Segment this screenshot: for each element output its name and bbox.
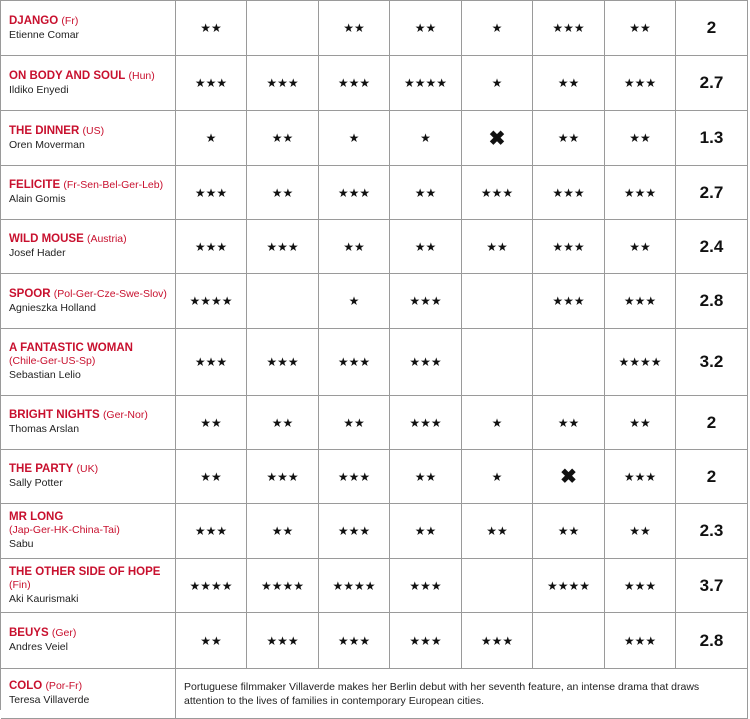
film-director: Alain Gomis (9, 193, 66, 205)
film-cell (1, 166, 176, 220)
film-country: (Hun) (128, 69, 155, 82)
average-cell (676, 220, 748, 274)
star-rating: ★★ (486, 524, 508, 538)
film-cell (1, 329, 176, 396)
average-cell (676, 1, 748, 56)
star-rating: ★★ (557, 524, 580, 538)
rating-cell (390, 396, 462, 450)
rating-cell (176, 450, 247, 504)
rating-cell (390, 56, 462, 111)
star-rating: ★★★ (623, 294, 657, 308)
film-title: DJANGO (9, 14, 59, 27)
star-rating: ★★★ (409, 355, 442, 369)
rating-cell (533, 450, 605, 504)
film-country: (US) (82, 124, 105, 137)
rating-cell (319, 111, 390, 166)
star-rating: ★★★ (337, 524, 371, 538)
star-rating: ★★★ (623, 185, 657, 200)
film-director: Agnieszka Holland (9, 301, 96, 314)
star-rating: ★★★★ (618, 355, 662, 369)
star-rating: ★★★★ (403, 76, 448, 90)
film-cell (1, 56, 176, 111)
rating-cell (390, 166, 462, 220)
rating-cell (533, 613, 605, 669)
rating-cell (319, 56, 390, 111)
star-rating: ★★ (200, 415, 222, 430)
rating-cell (462, 1, 533, 56)
rating-cell (605, 1, 676, 56)
film-country: (Pol-Ger-Cze-Swe-Slov) (53, 287, 167, 300)
rating-cell (533, 396, 605, 450)
film-title-line (9, 342, 133, 355)
film-note (176, 669, 748, 719)
film-director: Aki Kaurismaki (9, 592, 79, 605)
star-rating: ★★★ (337, 76, 371, 90)
rating-cell (390, 450, 462, 504)
star-rating: ★★★ (552, 239, 585, 254)
star-rating: ★★ (271, 185, 294, 200)
star-rating: ★★★ (266, 633, 299, 648)
rating-cell (533, 329, 605, 396)
rating-cell (247, 166, 319, 220)
star-rating: ★★ (200, 469, 222, 484)
rating-cell (390, 274, 462, 329)
star-rating: ★★ (200, 633, 222, 648)
star-rating: ★★★ (623, 633, 657, 648)
rating-cell (605, 396, 676, 450)
average-cell (676, 504, 748, 559)
film-title: A FANTASTIC WOMAN (9, 342, 133, 354)
star-rating: ★★★ (266, 239, 299, 254)
average-score: 2.7 (699, 73, 724, 92)
star-rating: ★ (491, 415, 503, 430)
rating-cell (176, 396, 247, 450)
film-country: (Ger-Nor) (102, 409, 148, 421)
film-title: BEUYS (9, 627, 49, 639)
rating-cell (390, 559, 462, 613)
rating-cell (390, 504, 462, 559)
rating-cell (462, 396, 533, 450)
rating-cell (533, 274, 605, 329)
rating-cell (462, 220, 533, 274)
star-rating: ★★★ (194, 355, 228, 369)
star-rating: ★★ (343, 415, 365, 430)
rating-cell (247, 450, 319, 504)
cross-icon: ✖ (560, 466, 577, 488)
average-cell (676, 450, 748, 504)
rating-cell (247, 56, 319, 111)
film-cell (1, 669, 176, 719)
star-rating: ★★ (271, 524, 294, 538)
star-rating: ★★ (271, 415, 294, 430)
film-director: Sabu (9, 538, 34, 550)
rating-cell (319, 613, 390, 669)
star-rating: ★★★★ (260, 578, 305, 593)
average-score: 2.3 (699, 521, 724, 540)
average-score: 2.7 (699, 182, 724, 202)
star-rating: ★ (348, 294, 360, 308)
film-cell (1, 220, 176, 274)
rating-cell (247, 504, 319, 559)
film-cell (1, 613, 176, 669)
star-rating: ★★★ (623, 469, 657, 484)
film-country: (Fr) (61, 14, 79, 27)
rating-cell (390, 220, 462, 274)
star-rating: ★★ (200, 21, 222, 35)
rating-cell (462, 166, 533, 220)
film-title: FELICITE (9, 179, 61, 191)
rating-cell (533, 504, 605, 559)
rating-cell (605, 111, 676, 166)
star-rating: ★★★ (480, 633, 514, 648)
average-score: 1.3 (699, 128, 724, 147)
film-country: (Fr-Sen-Bel-Ger-Leb) (63, 179, 164, 191)
star-rating: ★★★ (337, 185, 371, 200)
film-title-line (9, 463, 98, 476)
star-rating: ★★ (629, 131, 651, 145)
star-rating: ★★ (414, 524, 437, 538)
rating-cell (319, 1, 390, 56)
star-rating: ★★ (629, 239, 651, 254)
star-rating: ★★ (414, 239, 437, 254)
average-cell (676, 613, 748, 669)
rating-cell (390, 613, 462, 669)
rating-cell (247, 559, 319, 613)
star-rating: ★★ (557, 131, 580, 145)
rating-cell (533, 1, 605, 56)
star-rating: ★★★ (409, 578, 442, 593)
rating-cell (176, 166, 247, 220)
film-note-text: Portuguese filmmaker Villaverde makes her Berlin debut with her seventh feature, an intense drama that draws attention to the lives of families in contemporary European cities. (184, 680, 700, 707)
film-title: THE DINNER (9, 124, 80, 137)
film-title: MR LONG (9, 511, 64, 523)
rating-cell (390, 111, 462, 166)
film-country: (Ger) (51, 627, 77, 639)
film-title: BRIGHT NIGHTS (9, 409, 100, 421)
average-score: 2.8 (699, 291, 724, 310)
film-country-line (9, 579, 31, 592)
rating-cell (533, 111, 605, 166)
rating-cell (247, 274, 319, 329)
rating-cell (533, 166, 605, 220)
rating-cell (176, 111, 247, 166)
star-rating: ★★ (414, 21, 437, 35)
film-country-line (9, 524, 120, 537)
rating-cell (605, 56, 676, 111)
rating-cell (390, 1, 462, 56)
rating-cell (247, 220, 319, 274)
star-rating: ★★★ (266, 76, 299, 90)
film-cell (1, 450, 176, 504)
rating-cell (605, 166, 676, 220)
rating-cell (247, 396, 319, 450)
film-title-line (9, 125, 104, 138)
star-rating: ★★★ (194, 239, 228, 254)
film-director: Josef Hader (9, 247, 66, 259)
rating-cell (605, 220, 676, 274)
star-rating: ★★★ (337, 355, 371, 369)
rating-cell (319, 166, 390, 220)
star-rating: ★★ (629, 524, 651, 538)
star-rating: ★★★ (194, 76, 228, 90)
film-cell (1, 504, 176, 559)
star-rating: ★★ (414, 469, 437, 484)
star-rating: ★★★ (552, 294, 585, 308)
average-cell (676, 329, 748, 396)
average-score: 2.4 (699, 236, 724, 256)
rating-cell (247, 1, 319, 56)
rating-cell (176, 613, 247, 669)
rating-cell (605, 329, 676, 396)
film-title-line (9, 680, 82, 693)
film-country: (Fin) (9, 578, 31, 591)
star-rating: ★★ (343, 239, 365, 254)
average-cell (676, 166, 748, 220)
star-rating: ★★★ (623, 76, 657, 90)
rating-cell (176, 220, 247, 274)
film-title-line (9, 179, 163, 192)
average-score: 3.7 (699, 575, 724, 595)
star-rating: ★★★ (194, 524, 228, 538)
film-cell (1, 274, 176, 329)
film-director: Ildiko Enyedi (9, 83, 69, 96)
star-rating: ★★ (557, 415, 580, 430)
rating-cell (319, 559, 390, 613)
star-rating: ★★★ (266, 355, 299, 369)
film-director: Andres Veiel (9, 641, 68, 653)
star-rating: ★★ (343, 21, 365, 35)
star-rating: ★ (491, 469, 503, 484)
film-title-line (9, 15, 78, 28)
average-cell (676, 396, 748, 450)
rating-cell (462, 56, 533, 111)
rating-cell (247, 111, 319, 166)
rating-cell (247, 329, 319, 396)
rating-cell (319, 450, 390, 504)
film-country: (UK) (76, 463, 99, 475)
rating-cell (462, 504, 533, 559)
star-rating: ★★★ (480, 185, 514, 200)
film-title-line (9, 288, 167, 301)
rating-cell (605, 504, 676, 559)
star-rating: ★★★ (623, 578, 657, 593)
star-rating: ★★ (271, 131, 294, 145)
rating-cell (462, 613, 533, 669)
average-score: 2 (706, 18, 717, 37)
average-score: 2.8 (699, 630, 724, 650)
average-cell (676, 111, 748, 166)
film-title-line (9, 511, 63, 524)
rating-cell (533, 220, 605, 274)
rating-cell (605, 274, 676, 329)
film-director: Sebastian Lelio (9, 369, 81, 381)
star-rating: ★★★ (337, 633, 371, 648)
film-director: Etienne Comar (9, 28, 80, 41)
film-country: (Austria) (86, 233, 127, 245)
rating-cell (176, 274, 247, 329)
star-rating: ★★★★ (189, 578, 233, 593)
star-rating: ★★★ (266, 469, 299, 484)
film-title-line (9, 409, 148, 422)
rating-cell (319, 504, 390, 559)
star-rating: ★★★ (552, 185, 585, 200)
film-director: Teresa Villaverde (9, 694, 90, 706)
film-title: ON BODY AND SOUL (9, 69, 126, 82)
rating-cell (319, 329, 390, 396)
film-country-line (9, 355, 95, 368)
film-country: (Chile-Ger-US-Sp) (9, 355, 96, 367)
film-title-line (9, 566, 160, 579)
star-rating: ★ (420, 131, 431, 145)
film-country: (Por-Fr) (45, 680, 83, 692)
average-score: 2 (706, 412, 717, 432)
star-rating: ★★ (486, 239, 508, 254)
star-rating: ★★★ (409, 415, 442, 430)
rating-cell (462, 274, 533, 329)
film-director: Sally Potter (9, 477, 63, 489)
star-rating: ★★ (414, 185, 437, 200)
star-rating: ★★★ (337, 469, 371, 484)
rating-cell (605, 450, 676, 504)
rating-cell (533, 559, 605, 613)
average-cell (676, 274, 748, 329)
star-rating: ★ (348, 131, 360, 145)
rating-cell (247, 613, 319, 669)
average-cell (676, 559, 748, 613)
rating-cell (176, 559, 247, 613)
star-rating: ★★★★ (189, 294, 233, 308)
star-rating: ★ (205, 131, 217, 145)
film-cell (1, 111, 176, 166)
star-rating: ★★★ (409, 633, 442, 648)
star-rating: ★★★ (409, 294, 442, 308)
film-cell (1, 396, 176, 450)
film-title-line (9, 233, 127, 246)
star-rating: ★★★ (552, 21, 585, 35)
film-title-line (9, 627, 76, 640)
star-rating: ★★★★ (332, 578, 376, 593)
rating-cell (533, 56, 605, 111)
film-title-line (9, 70, 155, 83)
star-rating: ★★★★ (546, 578, 591, 593)
star-rating: ★★★ (194, 185, 228, 200)
rating-cell (462, 450, 533, 504)
average-cell (676, 56, 748, 111)
star-rating: ★ (491, 21, 503, 35)
cross-icon: ✖ (488, 127, 506, 150)
star-rating: ★★ (629, 415, 651, 430)
rating-cell (176, 504, 247, 559)
film-title: THE OTHER SIDE OF HOPE (9, 565, 161, 578)
average-score: 2 (706, 466, 717, 486)
rating-cell (462, 559, 533, 613)
average-score: 3.2 (699, 352, 724, 371)
rating-cell (319, 220, 390, 274)
film-title: SPOOR (9, 287, 51, 300)
film-cell (1, 1, 176, 56)
rating-cell (605, 613, 676, 669)
film-cell (1, 559, 176, 613)
film-title: THE PARTY (9, 463, 74, 475)
rating-cell (176, 329, 247, 396)
film-title: WILD MOUSE (9, 233, 84, 245)
star-rating: ★★ (557, 76, 580, 90)
star-rating: ★ (491, 76, 503, 90)
film-director: Thomas Arslan (9, 423, 80, 435)
film-country: (Jap-Ger-HK-China-Tai) (9, 524, 120, 536)
rating-cell (319, 274, 390, 329)
rating-cell (176, 56, 247, 111)
rating-cell (390, 329, 462, 396)
rating-cell (176, 1, 247, 56)
film-title: COLO (9, 680, 43, 692)
rating-cell (462, 111, 533, 166)
rating-cell (319, 396, 390, 450)
film-director: Oren Moverman (9, 138, 85, 151)
rating-cell (605, 559, 676, 613)
star-rating: ★★ (629, 21, 651, 35)
rating-cell (462, 329, 533, 396)
